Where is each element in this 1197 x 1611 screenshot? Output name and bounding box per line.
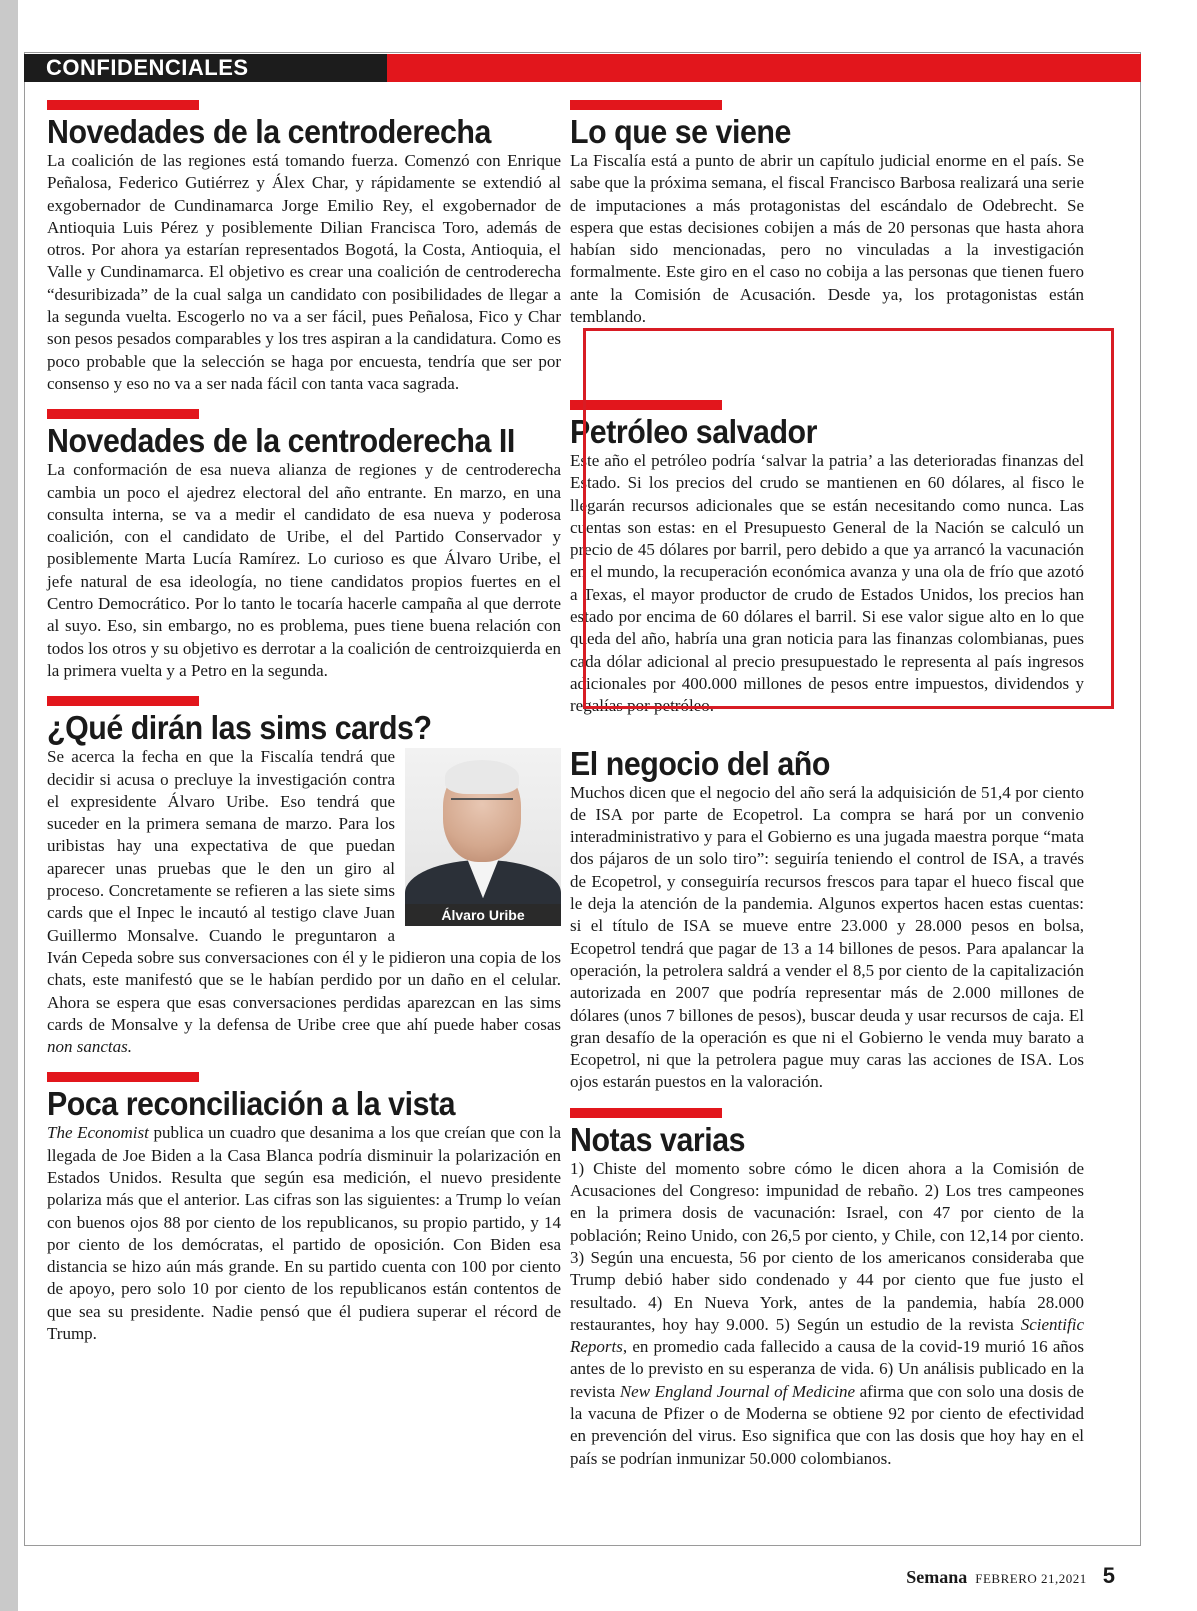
banner-red-strip bbox=[387, 54, 1141, 82]
section-banner bbox=[24, 54, 1141, 82]
article-title: Novedades de la centroderecha bbox=[47, 113, 491, 150]
article-title: ¿Qué dirán las sims cards? bbox=[47, 709, 432, 747]
article-body-text: Se acerca la fecha en que la Fiscalía tendrá que decidir si acusa o precluye la investigación contra el expresidente Álvaro Uribe. Eso tendrá que suceder en la primera semana de marzo. Para los uribistas hay una expectativa de que puedan aparecer unas pruebas que le den un giro al proceso. Concretamente se refieren a las siete sims cards que el Inpec le incautó al testigo clave Juan Guillermo Monsalve. Cuando le preguntaron a Iván Cepeda sobre sus conversaciones con él y le pidieron una copia de los chats, este manifestó que se le habían perdido por un daño en el celular. Ahora se espera que esas conversaciones perdidas aparezcan en las sims cards de Monsalve y la defensa de Uribe cree que ahí puede haber cosas bbox=[47, 747, 561, 1034]
article-body: La coalición de las regiones está tomando fuerza. Comenzó con Enrique Peñalosa, Federico Gutiérrez y Álex Char, y rápidamente se extendió al exgobernador de Cundinamarca Jorge Emilio Rey, el exgobernador de Antioquia Luis Pérez y posiblemente Dilian Francisca Toro, además de otros. Por ahora ya estarían representados Bogotá, la Costa, Antioquia, el Valle y Cundinamarca. El objetivo es crear una coalición de centroderecha “desuribizada” de la cual salga un candidato con posibilidades de llegar a la segunda vuelta. Escogerlo no va a ser fácil, pues Peñalosa, Fico y Char son pesos pesados comparables y los tres aspiran a la candidatura. Como es poco probable que la selección se haga por encuesta, tendría que ser por consenso y eso no va a ser nada fácil con tanta vaca sagrada. bbox=[47, 151, 561, 393]
article-novedades-ii bbox=[47, 409, 561, 682]
article-body: La Fiscalía está a punto de abrir un capítulo judicial enorme en el país. Se sabe que la próxima semana, el fiscal Francisco Barbosa realizará una serie de imputaciones a más protagonistas del escándalo de Odebrecht. Se espera que estas decisiones cobijen a más de 20 personas que hasta ahora habían sido mencionadas, pero no vinculadas a la investigación formalmente. Este giro en el caso no cobija a las personas que tienen fuero ante la Comisión de Acusación. Desde ya, los protagonistas están temblando. bbox=[570, 151, 1084, 327]
article-title: Poca reconciliación a la vista bbox=[47, 1085, 456, 1123]
article-accent-bar bbox=[570, 1108, 722, 1118]
article-body bbox=[47, 1122, 561, 1345]
journal-name: Scientific Reports bbox=[570, 1314, 1084, 1357]
page-number: 5 bbox=[1102, 1563, 1115, 1588]
notas-text-2: , en promedio cada fallecido a causa de la covid-19 murió 16 años antes de lo previsto en su esperanza de vida. 6) Un análisis publicado en la revista bbox=[570, 1337, 1084, 1401]
magazine-name: Semana bbox=[906, 1567, 968, 1587]
article-body: Este año el petróleo podría ‘salvar la patria’ a las deterioradas finanzas del Estado. Si los precios del crudo se mantienen en 60 dólares, al fisco le llegarán recursos adicionales que se están necesitando como nunca. Las cuentas son estas: en el Presupuesto General de la Nación se calculó un precio de 45 dólares por barril, pero debido a que ya arrancó la vacunación en el mundo, la recuperación económica avanza y una ola de frío que azotó a Texas, el mayor productor de crudo de Estados Unidos, los precios han estado por encima de 60 dólares el barril. Si ese valor sigue alto en lo que queda del año, habría una gran noticia para las finanzas colombianas, pues cada dólar adicional al precio presupuestado le representa al país ingresos adicionales por 400.000 millones de pesos entre impuestos, dividendos y regalías por petróleo. bbox=[570, 451, 1084, 716]
right-column bbox=[570, 100, 1084, 1482]
article-accent-bar bbox=[47, 409, 199, 419]
article-body: Muchos dicen que el negocio del año será la adquisición de 51,4 por ciento de ISA por parte de Ecopetrol. La compra se hará por un convenio interadministrativo y para el Gobierno es una jugada maestra porque “mata dos pájaros de un solo tiro”: seguiría teniendo el control de ISA, a través de Ecopetrol, y conseguiría recursos frescos para tapar el hueco fiscal que le deja la atención de la pandemia. Algunos expertos hacen estas cuentas: si el título de ISA se mueve entre 23.000 y 28.000 pesos en bolsa, Ecopetrol tendrá que pagar de 13 a 14 billones de pesos. Para apalancar la operación, la petrolera saldrá a vender el 8,5 por ciento de la capitalización autorizada en 2007 que podría representar más de 2.000 millones de dólares (unos 7 billones de pesos), buscar deuda y usar recursos de caja. El gran desafío de la operación es que ni el Gobierno le venda muy barato a Ecopetrol, ni que la petrolera pague muy caras las acciones de ISA. Los ojos estarán puestos en la valoración. bbox=[570, 782, 1084, 1092]
article-title: El negocio del año bbox=[570, 744, 830, 782]
article-title: Petróleo salvador bbox=[570, 413, 817, 450]
issue-date: FEBRERO 21,2021 bbox=[975, 1571, 1087, 1586]
article-negocio-del-ano bbox=[570, 746, 1084, 1094]
article-novedades bbox=[47, 100, 561, 395]
left-column bbox=[47, 100, 561, 1357]
article-accent-bar bbox=[47, 1072, 199, 1082]
article-body-text: publica un cuadro que desanima a los que creían que con la llegada de Joe Biden a la Casa Blanca podría disminuir la polarización en Estados Unidos. Resulta que según esa medición, el nuevo presidente polariza más que el anterior. Las cifras son las siguientes: a Trump lo veían con buenos ojos 88 por ciento de los republicanos, su propio partido, y 14 por ciento de los demócratas, el partido de oposición. Con Biden esa distancia se hizo aún más grande. En su partido cuenta con 100 por ciento de apoyo, pero solo 10 por ciento de los republicanos están contentos de que sea su presidente. Nadie pensó que él pudiera superar el récord de Trump. bbox=[47, 1123, 561, 1344]
article-accent-bar bbox=[570, 100, 722, 110]
uribe-photo bbox=[405, 748, 561, 926]
section-label: CONFIDENCIALES bbox=[24, 54, 387, 82]
article-reconciliacion bbox=[47, 1072, 561, 1345]
article-title: Notas varias bbox=[570, 1120, 746, 1158]
journal-name: New England Journal of Medicine bbox=[619, 1381, 856, 1401]
article-body: La conformación de esa nueva alianza de regiones y de centroderecha cambia un poco el ajedrez electoral del año entrante. En marzo, en una consulta interna, se va a medir el candidato de esa nueva y poderosa coalición, con el candidato de Uribe, el del Partido Conservador y posiblemente Marta Lucía Ramírez. Lo curioso es que Álvaro Uribe, el jefe natural de esa ideología, no tiene candidatos propios fuertes en el Centro Democrático. Por lo tanto le tocaría hacerle campaña al que derrote al suyo. Eso, sin embargo, no es problema, pues tiene buena relación con todos los otros y su objetivo es derrotar a la coalición de centroizquierda en la primera vuelta y a Petro en la segunda. bbox=[47, 460, 561, 680]
notas-text-3: afirma que con solo una dosis de la vacuna de Pfizer o de Moderna se obtiene 92 por ciento de efectividad en prevención del virus. Eso significa que con las dosis que hoy hay en el país se podrían inmunizar 50.000 colombianos. bbox=[570, 1381, 1084, 1468]
photo-hair bbox=[445, 760, 519, 794]
article-body bbox=[570, 1158, 1084, 1470]
photo-caption: Álvaro Uribe bbox=[405, 904, 561, 926]
article-title: Lo que se viene bbox=[570, 113, 791, 150]
article-accent-bar bbox=[47, 696, 199, 706]
highlight-box bbox=[583, 328, 1114, 709]
notas-text-1: 1) Chiste del momento sobre cómo le dicen ahora a la Comisión de Acusaciones del Congreso: impunidad de rebaño. 2) Los tres campeones en la primera dosis de vacunación: Israel, con 47 por ciento de la población; Reino Unido, con 26,5 por ciento, y Chile, con 12,14 por ciento. 3) Según una encuesta, 56 por ciento de los americanos consideraba que Trump debió haber sido condenado y 44 por ciento que fue justo el resultado. 4) En Nueva York, antes de la pandemia, había 28.000 restaurantes, hoy hay 9.000. 5) Según un estudio de la revista bbox=[570, 1158, 1084, 1334]
article-title: Novedades de la centroderecha II bbox=[47, 422, 515, 460]
publication-name: The Economist bbox=[47, 1123, 149, 1143]
article-body-italic: non sanctas. bbox=[47, 1037, 132, 1057]
article-notas-varias bbox=[570, 1108, 1084, 1470]
page-footer bbox=[906, 1563, 1115, 1589]
article-sims-cards bbox=[47, 696, 561, 1058]
article-accent-bar bbox=[47, 100, 199, 110]
photo-glasses bbox=[451, 798, 513, 814]
